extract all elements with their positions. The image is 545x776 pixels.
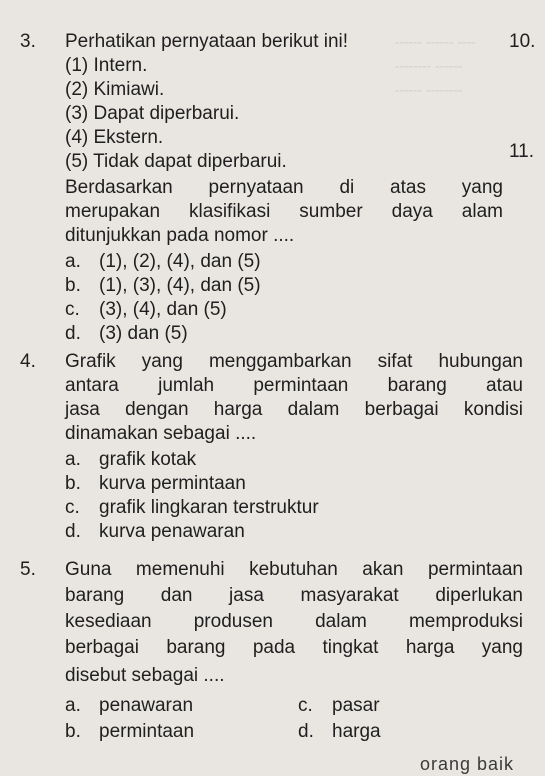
question-number: 3.: [20, 31, 36, 52]
bleed-through-text: ╌╌╌╌ ╌╌╌: [395, 59, 463, 76]
question-text-line: barang dan jasa masyarakat diperlukan: [65, 585, 523, 606]
side-number-11: 11.: [509, 141, 535, 162]
statement-2: (2) Kimiawi.: [65, 79, 165, 100]
statement-4: (4) Ekstern.: [65, 127, 164, 148]
question-text-line: dinamakan sebagai ....: [65, 423, 257, 444]
question-text-line: ditunjukkan pada nomor ....: [65, 225, 295, 246]
statement-3: (3) Dapat diperbarui.: [65, 103, 240, 124]
option-c[interactable]: c. (3), (4), dan (5): [65, 299, 227, 320]
question-text-line: berbagai barang pada tingkat harga yang: [65, 637, 523, 658]
cut-off-footer-text: orang baik: [420, 754, 515, 774]
option-d[interactable]: d. harga: [298, 721, 381, 742]
question-text-line: merupakan klasifikasi sumber daya alam: [65, 201, 503, 222]
statement-1: (1) Intern.: [65, 55, 148, 76]
question-text-line: kesediaan produsen dalam memproduksi: [65, 611, 523, 632]
bleed-through-text: ╌╌╌ ╌╌╌ ╌╌: [395, 35, 476, 52]
option-b[interactable]: b. (1), (3), (4), dan (5): [65, 275, 261, 296]
option-b[interactable]: b. kurva permintaan: [65, 473, 246, 494]
option-c[interactable]: c. pasar: [298, 695, 380, 716]
question-text-line: antara jumlah permintaan barang atau: [65, 375, 523, 396]
option-b[interactable]: b. permintaan: [65, 721, 195, 742]
option-a[interactable]: a. penawaran: [65, 695, 194, 716]
side-number-10: 10.: [509, 31, 536, 52]
question-number: 4.: [20, 351, 36, 372]
question-text-line: jasa dengan harga dalam berbagai kondisi: [65, 399, 523, 420]
question-number: 5.: [20, 559, 36, 580]
question-text-line: Guna memenuhi kebutuhan akan permintaan: [65, 559, 523, 580]
option-c[interactable]: c. grafik lingkaran terstruktur: [65, 497, 319, 518]
bleed-through-text: ╌╌╌ ╌╌╌╌: [395, 83, 463, 100]
option-a[interactable]: a. grafik kotak: [65, 449, 197, 470]
question-text-line: disebut sebagai ....: [65, 665, 225, 686]
question-stem: Perhatikan pernyataan berikut ini!: [65, 31, 349, 52]
option-d[interactable]: d. (3) dan (5): [65, 323, 188, 344]
question-text-line: Berdasarkan pernyataan di atas yang: [65, 177, 503, 198]
option-d[interactable]: d. kurva penawaran: [65, 521, 245, 542]
statement-5: (5) Tidak dapat diperbarui.: [65, 151, 287, 172]
question-text-line: Grafik yang menggambarkan sifat hubungan: [65, 351, 523, 372]
option-a[interactable]: a. (1), (2), (4), dan (5): [65, 251, 261, 272]
